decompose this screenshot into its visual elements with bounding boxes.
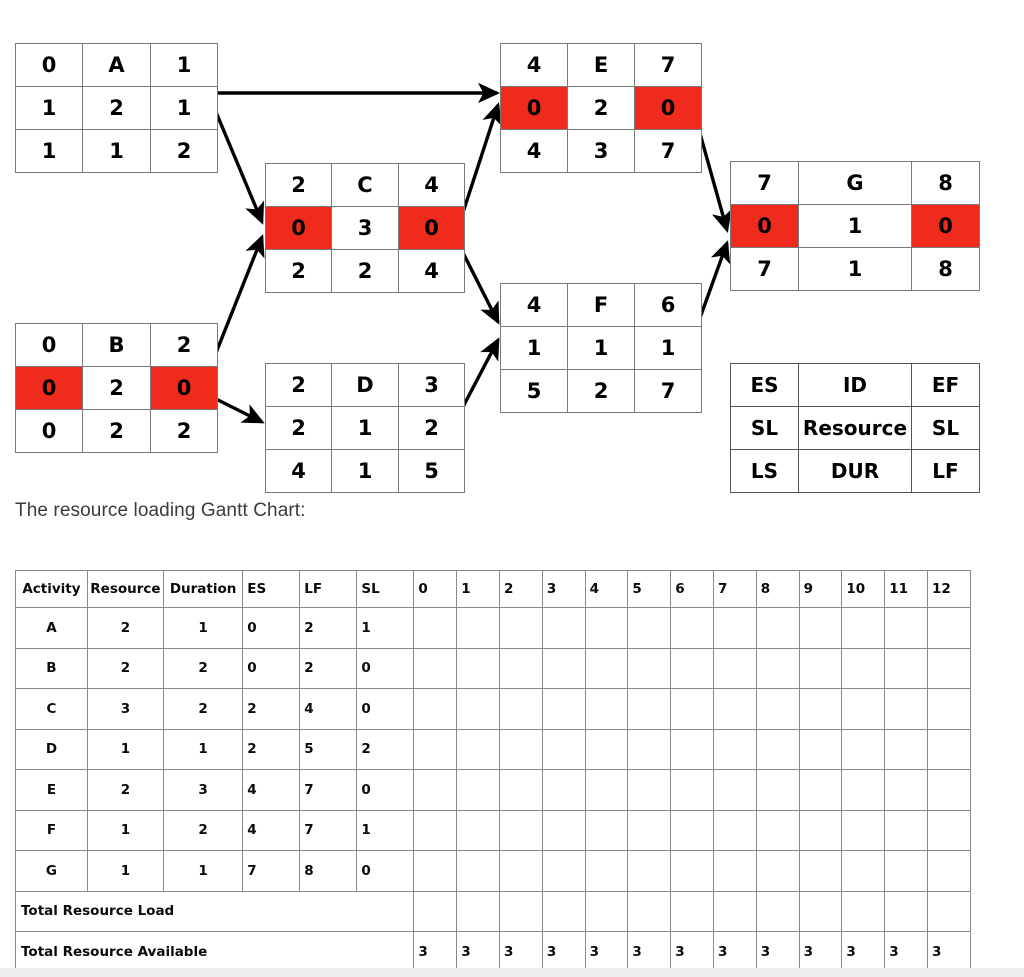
gantt-timeslot[interactable] (457, 648, 500, 689)
gantt-timeslot[interactable] (585, 810, 628, 851)
node-b-ef: 2 (151, 324, 218, 367)
node-f-id: F (568, 284, 635, 327)
gantt-time-header-5: 5 (628, 571, 671, 608)
gantt-col-header-lf: LF (300, 571, 357, 608)
gantt-time-header-4: 4 (585, 571, 628, 608)
gantt-timeslot[interactable] (885, 608, 928, 649)
gantt-row-total-resource-load-cell[interactable] (628, 891, 671, 932)
gantt-timeslot[interactable] (628, 729, 671, 770)
gantt-timeslot[interactable] (842, 608, 885, 649)
gantt-cell-lf: 2 (300, 648, 357, 689)
node-b-dur: 2 (83, 410, 151, 453)
gantt-row-total-resource-available-cell[interactable]: 3 (414, 932, 457, 973)
node-c-id: C (332, 164, 399, 207)
node-d-ef: 3 (399, 364, 465, 407)
resource-loading-gantt-chart (15, 570, 971, 973)
node-d-es: 2 (266, 364, 332, 407)
gantt-timeslot[interactable] (585, 851, 628, 892)
gantt-timeslot[interactable] (542, 608, 585, 649)
node-f (500, 283, 702, 413)
gantt-cell-activity: C (16, 689, 88, 730)
gantt-timeslot[interactable] (714, 810, 757, 851)
node-b-ls: 0 (16, 410, 83, 453)
node-b-sl-right: 0 (151, 367, 218, 410)
gantt-cell-es: 0 (243, 608, 300, 649)
gantt-timeslot[interactable] (927, 729, 970, 770)
node-c-es: 2 (266, 164, 332, 207)
node-a-sl-right: 1 (151, 87, 218, 130)
gantt-timeslot[interactable] (671, 608, 714, 649)
gantt-cell-sl: 0 (357, 851, 414, 892)
node-g-sl-left: 0 (731, 205, 799, 248)
node-f-lf: 7 (635, 370, 702, 413)
gantt-cell-resource: 3 (87, 689, 163, 730)
gantt-timeslot[interactable] (885, 770, 928, 811)
gantt-timeslot[interactable] (842, 689, 885, 730)
node-g-id: G (799, 162, 912, 205)
gantt-timeslot[interactable] (799, 770, 842, 811)
node-b-sl-left: 0 (16, 367, 83, 410)
gantt-timeslot[interactable] (756, 851, 799, 892)
gantt-time-header-3: 3 (542, 571, 585, 608)
gantt-timeslot[interactable] (500, 648, 543, 689)
gantt-timeslot[interactable] (885, 648, 928, 689)
gantt-cell-duration: 2 (163, 648, 242, 689)
gantt-time-header-7: 7 (714, 571, 757, 608)
node-d-lf: 5 (399, 450, 465, 493)
gantt-timeslot[interactable] (414, 729, 457, 770)
node-d-sl-left: 2 (266, 407, 332, 450)
gantt-timeslot[interactable] (671, 770, 714, 811)
node-b-es: 0 (16, 324, 83, 367)
gantt-timeslot[interactable] (457, 608, 500, 649)
node-c-sl-left: 0 (266, 207, 332, 250)
gantt-timeslot[interactable] (756, 689, 799, 730)
node-f-ls: 5 (501, 370, 568, 413)
gantt-timeslot[interactable] (799, 810, 842, 851)
node-f-sl-right: 1 (635, 327, 702, 370)
gantt-timeslot[interactable] (842, 810, 885, 851)
legend-id: ID (799, 364, 912, 407)
node-c-resource: 3 (332, 207, 399, 250)
gantt-timeslot[interactable] (671, 729, 714, 770)
gantt-row-total-resource-available-cell[interactable]: 3 (542, 932, 585, 973)
node-f-ef: 6 (635, 284, 702, 327)
gantt-timeslot[interactable] (756, 770, 799, 811)
node-g-ls: 7 (731, 248, 799, 291)
gantt-cell-es: 4 (243, 770, 300, 811)
gantt-timeslot[interactable] (457, 770, 500, 811)
gantt-timeslot[interactable] (799, 729, 842, 770)
gantt-cell-resource: 2 (87, 648, 163, 689)
gantt-timeslot[interactable] (799, 689, 842, 730)
node-g-resource: 1 (799, 205, 912, 248)
gantt-row-total-resource-load-cell[interactable] (927, 891, 970, 932)
node-d-sl-right: 2 (399, 407, 465, 450)
gantt-row-total-resource-available-cell[interactable]: 3 (500, 932, 543, 973)
gantt-row-total-resource-load-cell[interactable] (500, 891, 543, 932)
gantt-timeslot[interactable] (542, 851, 585, 892)
gantt-timeslot[interactable] (927, 810, 970, 851)
gantt-timeslot[interactable] (500, 851, 543, 892)
gantt-timeslot[interactable] (628, 770, 671, 811)
node-g-es: 7 (731, 162, 799, 205)
gantt-timeslot[interactable] (756, 810, 799, 851)
bottom-band (0, 968, 1024, 977)
gantt-timeslot[interactable] (414, 608, 457, 649)
gantt-cell-sl: 2 (357, 729, 414, 770)
gantt-timeslot[interactable] (714, 689, 757, 730)
node-d-dur: 1 (332, 450, 399, 493)
gantt-row-total-resource-available-cell[interactable]: 3 (799, 932, 842, 973)
node-f-dur: 2 (568, 370, 635, 413)
gantt-row-total-resource-available-cell[interactable]: 3 (927, 932, 970, 973)
gantt-row-b (16, 648, 971, 689)
gantt-timeslot[interactable] (500, 810, 543, 851)
node-e-es: 4 (501, 44, 568, 87)
gantt-timeslot[interactable] (671, 851, 714, 892)
gantt-cell-es: 4 (243, 810, 300, 851)
gantt-row-total-resource-load-cell[interactable] (671, 891, 714, 932)
gantt-timeslot[interactable] (414, 689, 457, 730)
gantt-timeslot[interactable] (628, 689, 671, 730)
node-g (730, 161, 980, 291)
gantt-row-total-resource-load-cell[interactable] (457, 891, 500, 932)
gantt-cell-activity: G (16, 851, 88, 892)
gantt-row-total-resource-load-cell[interactable] (542, 891, 585, 932)
node-a-dur: 1 (83, 130, 151, 173)
gantt-cell-resource: 2 (87, 770, 163, 811)
gantt-row-total-resource-load-cell[interactable] (885, 891, 928, 932)
node-c-ls: 2 (266, 250, 332, 293)
gantt-time-header-2: 2 (500, 571, 543, 608)
gantt-timeslot[interactable] (885, 810, 928, 851)
gantt-row-total-resource-load-cell[interactable] (585, 891, 628, 932)
gantt-time-header-6: 6 (671, 571, 714, 608)
node-g-ef: 8 (912, 162, 980, 205)
legend-es: ES (731, 364, 799, 407)
gantt-cell-activity: D (16, 729, 88, 770)
gantt-timeslot[interactable] (756, 648, 799, 689)
gantt-timeslot[interactable] (585, 608, 628, 649)
gantt-row-total-resource-available-cell[interactable]: 3 (885, 932, 928, 973)
gantt-timeslot[interactable] (542, 729, 585, 770)
node-b-resource: 2 (83, 367, 151, 410)
legend-ef: EF (912, 364, 980, 407)
gantt-row-total-resource-available-cell[interactable]: 3 (671, 932, 714, 973)
node-b-id: B (83, 324, 151, 367)
node-a-id: A (83, 44, 151, 87)
gantt-col-header-sl: SL (357, 571, 414, 608)
node-c-lf: 4 (399, 250, 465, 293)
gantt-cell-lf: 2 (300, 608, 357, 649)
node-g-dur: 1 (799, 248, 912, 291)
gantt-timeslot[interactable] (671, 689, 714, 730)
node-c (265, 163, 465, 293)
gantt-timeslot[interactable] (500, 608, 543, 649)
gantt-time-header-11: 11 (885, 571, 928, 608)
gantt-timeslot[interactable] (927, 689, 970, 730)
gantt-timeslot[interactable] (500, 729, 543, 770)
gantt-timeslot[interactable] (927, 648, 970, 689)
gantt-timeslot[interactable] (714, 648, 757, 689)
gantt-cell-es: 7 (243, 851, 300, 892)
node-e-resource: 2 (568, 87, 635, 130)
gantt-cell-activity: A (16, 608, 88, 649)
gantt-row-g (16, 851, 971, 892)
gantt-timeslot[interactable] (628, 608, 671, 649)
gantt-row-total-resource-available-cell[interactable]: 3 (756, 932, 799, 973)
node-e-lf: 7 (635, 130, 702, 173)
node-g-lf: 8 (912, 248, 980, 291)
node-e-ls: 4 (501, 130, 568, 173)
gantt-row-total-resource-available-cell[interactable]: 3 (714, 932, 757, 973)
gantt-cell-es: 0 (243, 648, 300, 689)
gantt-timeslot[interactable] (628, 648, 671, 689)
gantt-row-d (16, 729, 971, 770)
node-a-ef: 1 (151, 44, 218, 87)
node-g-sl-right: 0 (912, 205, 980, 248)
node-a-es: 0 (16, 44, 83, 87)
legend-sl-left: SL (731, 407, 799, 450)
gantt-timeslot[interactable] (799, 851, 842, 892)
gantt-timeslot[interactable] (842, 851, 885, 892)
gantt-cell-duration: 1 (163, 851, 242, 892)
gantt-timeslot[interactable] (842, 648, 885, 689)
gantt-cell-activity: F (16, 810, 88, 851)
gantt-cell-sl: 0 (357, 689, 414, 730)
gantt-timeslot[interactable] (457, 851, 500, 892)
gantt-timeslot[interactable] (585, 648, 628, 689)
gantt-row-total-resource-load-cell[interactable] (714, 891, 757, 932)
gantt-timeslot[interactable] (414, 770, 457, 811)
gantt-timeslot[interactable] (885, 689, 928, 730)
gantt-col-header-resource: Resource (87, 571, 163, 608)
legend-ls: LS (731, 450, 799, 493)
gantt-row-total-resource-available (16, 932, 971, 973)
gantt-timeslot[interactable] (542, 810, 585, 851)
node-a-lf: 2 (151, 130, 218, 173)
node-f-resource: 1 (568, 327, 635, 370)
gantt-row-total-resource-available-cell[interactable]: 3 (585, 932, 628, 973)
gantt-cell-duration: 1 (163, 729, 242, 770)
node-a-resource: 2 (83, 87, 151, 130)
node-c-dur: 2 (332, 250, 399, 293)
gantt-timeslot[interactable] (628, 851, 671, 892)
gantt-timeslot[interactable] (671, 648, 714, 689)
gantt-row-total-resource-load-cell[interactable] (756, 891, 799, 932)
gantt-cell-resource: 1 (87, 851, 163, 892)
gantt-cell-resource: 2 (87, 608, 163, 649)
gantt-timeslot[interactable] (414, 851, 457, 892)
gantt-time-header-8: 8 (756, 571, 799, 608)
gantt-timeslot[interactable] (542, 689, 585, 730)
gantt-timeslot[interactable] (414, 810, 457, 851)
gantt-cell-lf: 7 (300, 770, 357, 811)
gantt-timeslot[interactable] (927, 851, 970, 892)
gantt-row-f (16, 810, 971, 851)
gantt-row-total-resource-load-cell[interactable] (842, 891, 885, 932)
node-c-sl-right: 0 (399, 207, 465, 250)
gantt-timeslot[interactable] (714, 729, 757, 770)
gantt-timeslot[interactable] (542, 648, 585, 689)
gantt-cell-sl: 0 (357, 648, 414, 689)
gantt-cell-duration: 3 (163, 770, 242, 811)
node-d (265, 363, 465, 493)
node-c-ef: 4 (399, 164, 465, 207)
gantt-timeslot[interactable] (500, 689, 543, 730)
gantt-cell-resource: 1 (87, 729, 163, 770)
gantt-time-header-10: 10 (842, 571, 885, 608)
gantt-cell-lf: 8 (300, 851, 357, 892)
node-a-ls: 1 (16, 130, 83, 173)
gantt-header-row (16, 571, 971, 608)
gantt-timeslot[interactable] (628, 810, 671, 851)
gantt-timeslot[interactable] (885, 851, 928, 892)
gantt-col-header-es: ES (243, 571, 300, 608)
gantt-timeslot[interactable] (542, 770, 585, 811)
gantt-row-total-resource-available-cell[interactable]: 3 (457, 932, 500, 973)
gantt-row-total-resource-load (16, 891, 971, 932)
node-legend-key (730, 363, 980, 493)
gantt-cell-duration: 2 (163, 689, 242, 730)
gantt-timeslot[interactable] (457, 810, 500, 851)
gantt-time-header-0: 0 (414, 571, 457, 608)
node-f-es: 4 (501, 284, 568, 327)
gantt-timeslot[interactable] (457, 689, 500, 730)
gantt-time-header-9: 9 (799, 571, 842, 608)
gantt-time-header-12: 12 (927, 571, 970, 608)
gantt-row-total-resource-load-cell[interactable] (799, 891, 842, 932)
gantt-timeslot[interactable] (714, 770, 757, 811)
gantt-cell-activity: B (16, 648, 88, 689)
gantt-col-header-activity: Activity (16, 571, 88, 608)
gantt-timeslot[interactable] (714, 608, 757, 649)
gantt-cell-lf: 5 (300, 729, 357, 770)
gantt-caption: The resource loading Gantt Chart: (15, 500, 306, 521)
gantt-col-header-duration: Duration (163, 571, 242, 608)
gantt-cell-lf: 4 (300, 689, 357, 730)
gantt-timeslot[interactable] (585, 770, 628, 811)
gantt-timeslot[interactable] (927, 608, 970, 649)
node-e-id: E (568, 44, 635, 87)
gantt-cell-sl: 1 (357, 608, 414, 649)
gantt-row-c (16, 689, 971, 730)
gantt-timeslot[interactable] (842, 729, 885, 770)
legend-lf: LF (912, 450, 980, 493)
node-d-ls: 4 (266, 450, 332, 493)
gantt-cell-sl: 0 (357, 770, 414, 811)
node-f-sl-left: 1 (501, 327, 568, 370)
gantt-timeslot[interactable] (799, 648, 842, 689)
gantt-time-header-1: 1 (457, 571, 500, 608)
gantt-timeslot[interactable] (585, 729, 628, 770)
node-e (500, 43, 702, 173)
gantt-timeslot[interactable] (714, 851, 757, 892)
node-a (15, 43, 218, 173)
gantt-cell-duration: 2 (163, 810, 242, 851)
gantt-timeslot[interactable] (927, 770, 970, 811)
gantt-cell-sl: 1 (357, 810, 414, 851)
node-d-resource: 1 (332, 407, 399, 450)
gantt-row-total-resource-load-label: Total Resource Load (16, 891, 414, 932)
node-d-id: D (332, 364, 399, 407)
gantt-timeslot[interactable] (671, 810, 714, 851)
node-e-ef: 7 (635, 44, 702, 87)
node-e-sl-left: 0 (501, 87, 568, 130)
gantt-cell-resource: 1 (87, 810, 163, 851)
gantt-row-total-resource-available-cell[interactable]: 3 (842, 932, 885, 973)
gantt-cell-lf: 7 (300, 810, 357, 851)
legend-resource: Resource (799, 407, 912, 450)
gantt-timeslot[interactable] (585, 689, 628, 730)
gantt-timeslot[interactable] (842, 770, 885, 811)
gantt-cell-activity: E (16, 770, 88, 811)
gantt-row-total-resource-available-label: Total Resource Available (16, 932, 414, 973)
gantt-cell-es: 2 (243, 689, 300, 730)
gantt-row-total-resource-available-cell[interactable]: 3 (628, 932, 671, 973)
node-b (15, 323, 218, 453)
gantt-timeslot[interactable] (756, 729, 799, 770)
node-e-sl-right: 0 (635, 87, 702, 130)
gantt-row-a (16, 608, 971, 649)
node-b-lf: 2 (151, 410, 218, 453)
gantt-cell-es: 2 (243, 729, 300, 770)
gantt-row-total-resource-load-cell[interactable] (414, 891, 457, 932)
gantt-timeslot[interactable] (500, 770, 543, 811)
gantt-timeslot[interactable] (885, 729, 928, 770)
gantt-timeslot[interactable] (414, 648, 457, 689)
gantt-timeslot[interactable] (756, 608, 799, 649)
node-e-dur: 3 (568, 130, 635, 173)
gantt-row-e (16, 770, 971, 811)
legend-dur: DUR (799, 450, 912, 493)
node-a-sl-left: 1 (16, 87, 83, 130)
legend-sl-right: SL (912, 407, 980, 450)
gantt-timeslot[interactable] (799, 608, 842, 649)
gantt-timeslot[interactable] (457, 729, 500, 770)
gantt-cell-duration: 1 (163, 608, 242, 649)
